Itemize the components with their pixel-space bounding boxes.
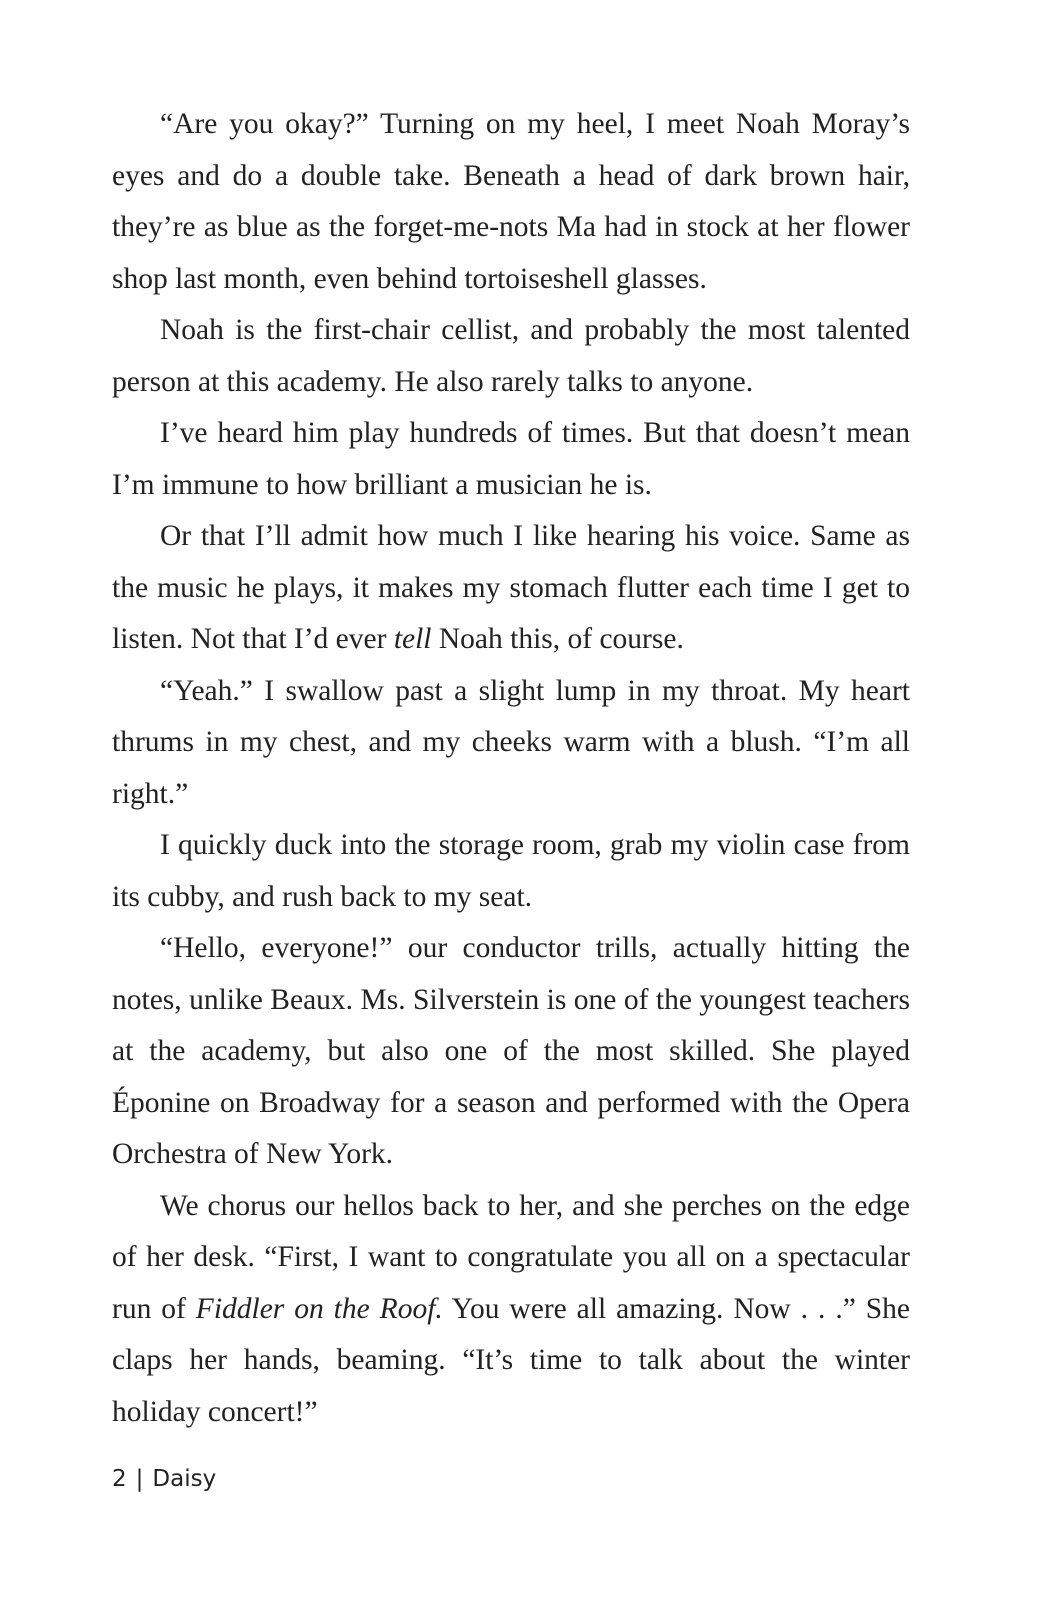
text-run: I quickly duck into the storage room, grab my violin case from its cubby, and rush back to my seat. xyxy=(112,829,910,913)
paragraph xyxy=(112,923,910,1181)
body-text xyxy=(112,99,910,1438)
page-number: 2 xyxy=(112,1466,127,1492)
italic-text: tell xyxy=(393,623,432,655)
paragraph xyxy=(112,1181,910,1439)
text-run: “Yeah.” I swallow past a slight lump in my throat. My heart thrums in my chest, and my cheeks warm with a blush. “I’m all right.” xyxy=(112,674,910,810)
text-run: You were all amazing. Now . . .” She claps her hands, beaming. “It’s time to talk about the winter holiday concert!” xyxy=(112,1292,910,1428)
text-run: Or that I’ll admit how much I like hearing his voice. Same as the music he plays, it makes my stomach flutter each time I get to listen. Not that I’d ever xyxy=(112,520,910,655)
page-footer xyxy=(112,1466,216,1492)
text-run: “Hello, everyone!” our conductor trills, actually hitting the notes, unlike Beaux. Ms. Silverstein is one of the youngest teachers at the academy, but also one of the most skilled. She played Éponine on Broadway for a season and performed with the Opera Orchestra of New York. xyxy=(112,932,910,1170)
text-run: Noah is the first-chair cellist, and probably the most talented person at this academy. He also rarely talks to anyone. xyxy=(112,314,910,398)
running-title: Daisy xyxy=(152,1466,217,1492)
paragraph xyxy=(112,408,910,511)
paragraph xyxy=(112,305,910,408)
text-run: “Are you okay?” Turning on my heel, I meet Noah Moray’s eyes and do a double take. Beneath a head of dark brown hair, they’re as blue as the forget-me-nots Ma had in stock at her flower shop last month, even behind tortoiseshell glasses. xyxy=(112,108,910,295)
paragraph xyxy=(112,820,910,923)
text-run: We chorus our hellos back to her, and she perches on the edge of her desk. “First, I want to congratulate you all on a spectacular run of xyxy=(112,1189,910,1325)
text-run: I’ve heard him play hundreds of times. But that doesn’t mean I’m immune to how brilliant a musician he is. xyxy=(112,417,910,501)
text-run: Noah this, of course. xyxy=(431,623,684,655)
italic-text: Fiddler on the Roof. xyxy=(195,1292,443,1325)
paragraph xyxy=(112,666,910,821)
footer-separator: | xyxy=(135,1466,144,1492)
paragraph xyxy=(112,99,910,305)
paragraph xyxy=(112,511,910,666)
